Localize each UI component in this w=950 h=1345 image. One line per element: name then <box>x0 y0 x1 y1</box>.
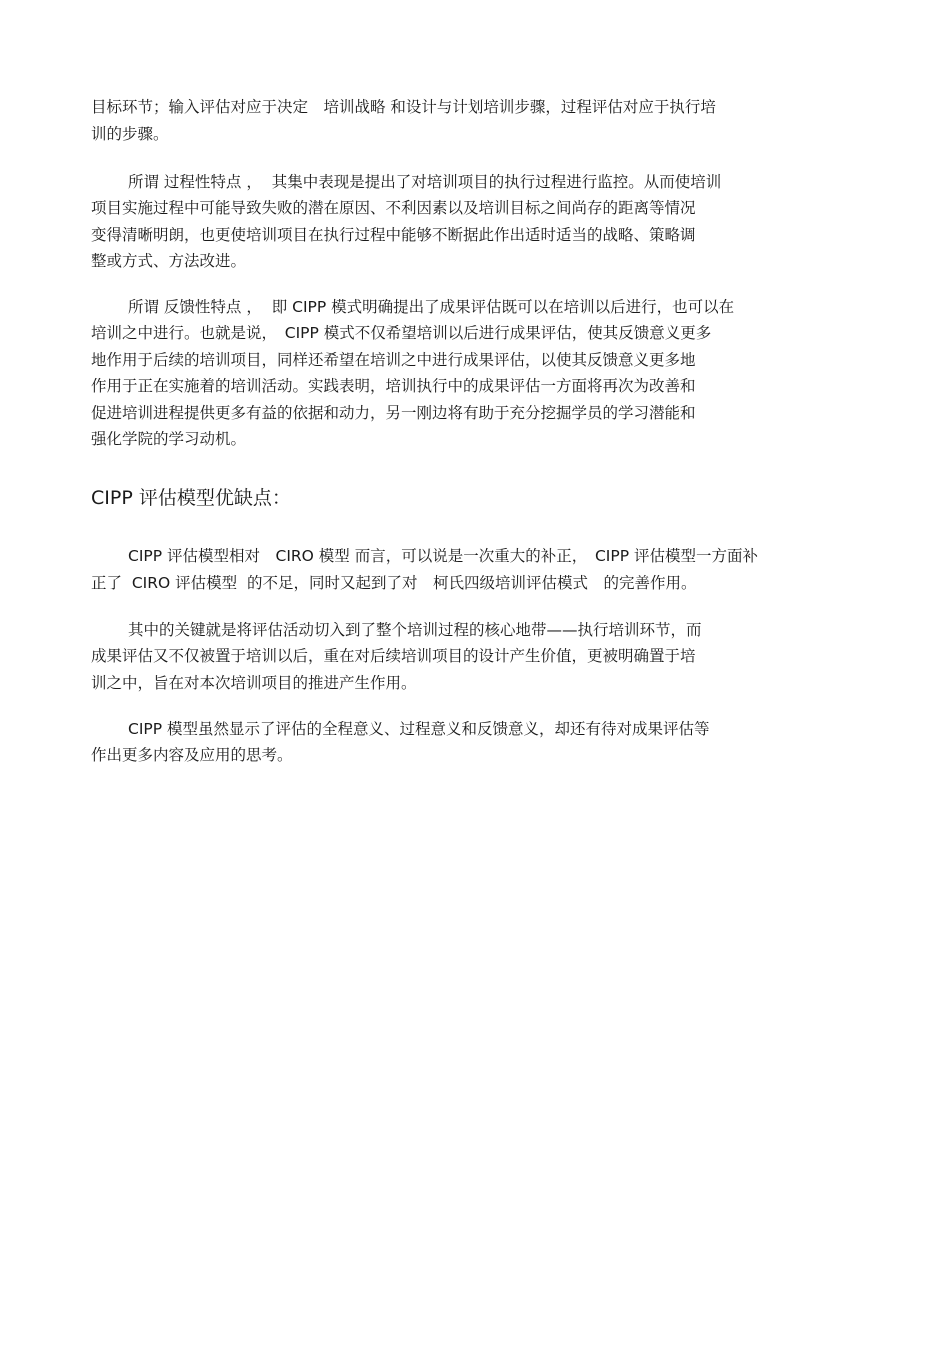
paragraph-4-line-1: CIPP 评估模型相对 CIRO 模型 而言，可以说是一次重大的补正， CIPP 评估模型一方面补 <box>128 547 759 565</box>
paragraph-1-line-1: 目标环节；输入评估对应于决定 培训战略 和设计与计划培训步骤，过程评估对应于执行培 <box>91 98 716 116</box>
paragraph-6-line-1: CIPP 模型虽然显示了评估的全程意义、过程意义和反馈意义，却还有待对成果评估等 <box>128 720 710 738</box>
paragraph-3-line-1: 所谓 反馈性特点 ， 即 CIPP 模式明确提出了成果评估既可以在培训以后进行，也可以在 <box>128 298 735 316</box>
paragraph-3-line-6: 强化学院的学习动机。 <box>91 430 247 448</box>
paragraph-2-line-4: 整或方式、方法改进。 <box>91 252 247 270</box>
paragraph-4-line-2: 正了 CIRO 评估模型 的不足，同时又起到了对 柯氏四级培训评估模式 的完善作用。 <box>91 574 697 592</box>
paragraph-3-line-2: 培训之中进行。也就是说， CIPP 模式不仅希望培训以后进行成果评估，使其反馈意义更多 <box>91 324 712 342</box>
paragraph-2-line-3: 变得清晰明朗，也更使培训项目在执行过程中能够不断据此作出适时适当的战略、策略调 <box>91 226 696 244</box>
paragraph-3-line-4: 作用于正在实施着的培训活动。实践表明，培训执行中的成果评估一方面将再次为改善和 <box>91 377 696 395</box>
paragraph-5-line-1: 其中的关键就是将评估活动切入到了整个培训过程的核心地带——执行培训环节，而 <box>128 621 702 639</box>
paragraph-5-line-2: 成果评估又不仅被置于培训以后，重在对后续培训项目的设计产生价值，更被明确置于培 <box>91 647 696 665</box>
paragraph-2-line-1: 所谓 过程性特点 ， 其集中表现是提出了对培训项目的执行过程进行监控。从而使培训 <box>128 173 722 191</box>
paragraph-5-line-3: 训之中，旨在对本次培训项目的推进产生作用。 <box>91 674 417 692</box>
paragraph-6-line-2: 作出更多内容及应用的思考。 <box>91 746 293 764</box>
paragraph-1-line-2: 训的步骤。 <box>91 125 169 143</box>
paragraph-3-line-5: 促进培训进程提供更多有益的依据和动力，另一刚边将有助于充分挖掘学员的学习潜能和 <box>91 404 696 422</box>
paragraph-3-line-3: 地作用于后续的培训项目，同样还希望在培训之中进行成果评估，以使其反馈意义更多地 <box>91 351 696 369</box>
paragraph-2-line-2: 项目实施过程中可能导致失败的潜在原因、不利因素以及培训目标之间尚存的距离等情况 <box>91 199 696 217</box>
section-heading: CIPP 评估模型优缺点： <box>91 487 291 509</box>
